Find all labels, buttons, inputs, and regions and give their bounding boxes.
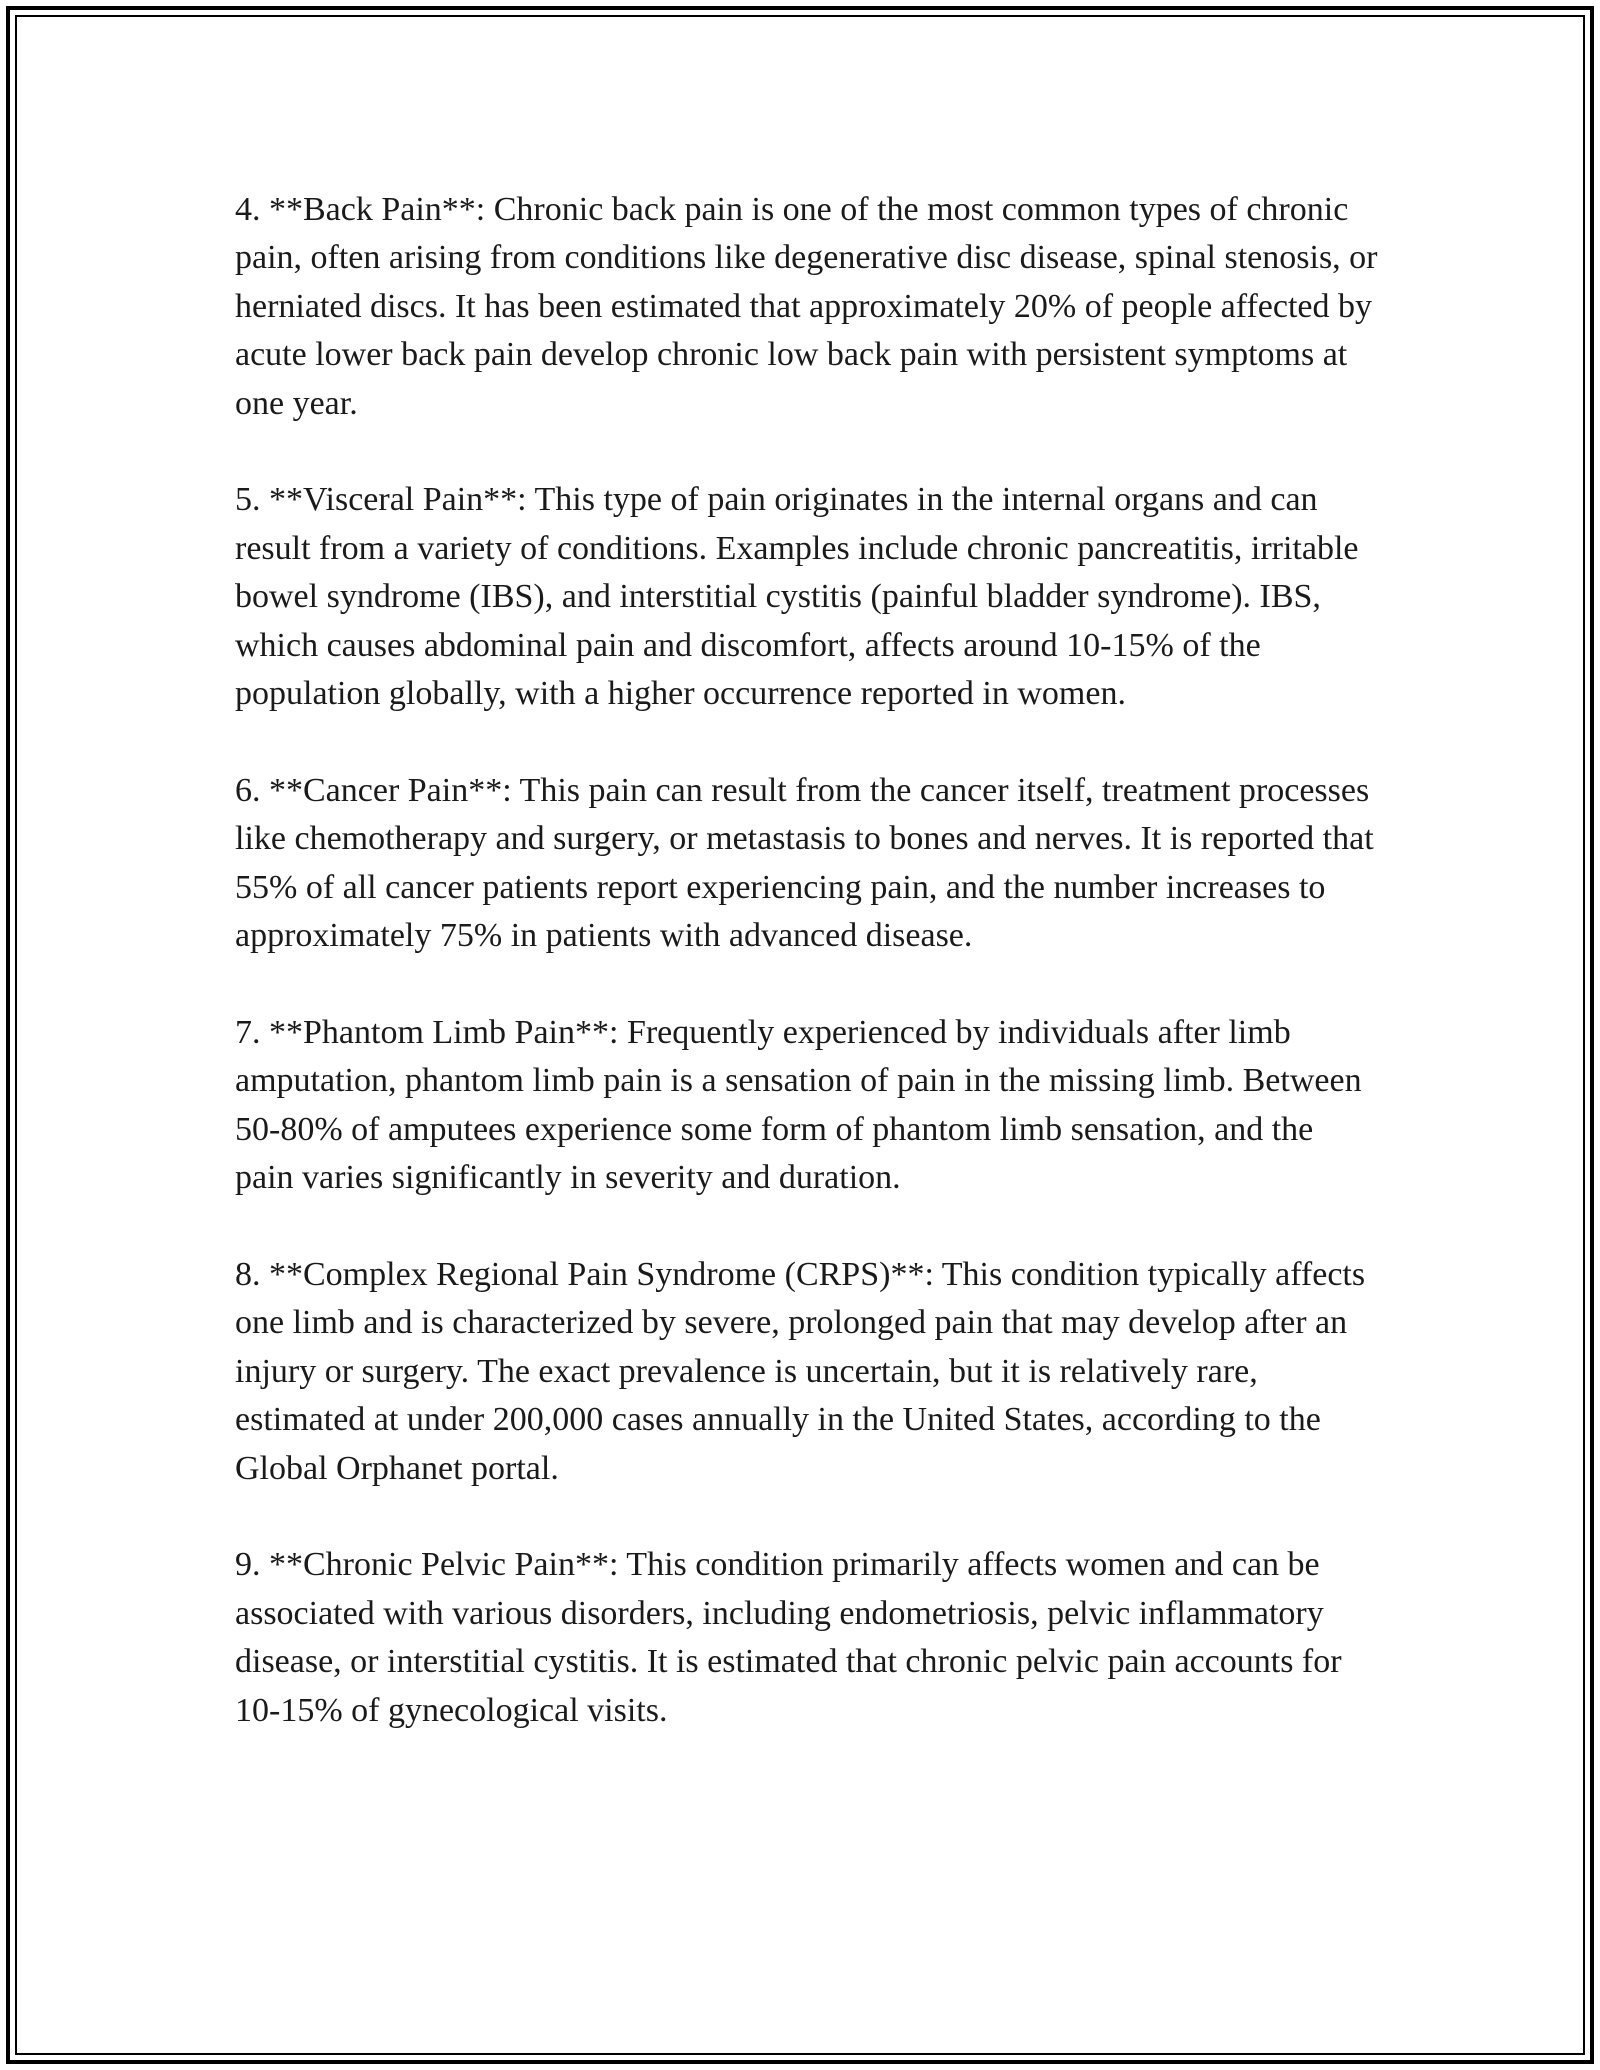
paragraph-back-pain: 4. **Back Pain**: Chronic back pain is one of the most common types of chronic pain, often arising from conditions like degenerative disc disease, spinal stenosis, or herniated discs. It has been estimated that approximately 20% of people affected by acute lower back pain develop chronic low back pain with persistent symptoms at one year. xyxy=(235,191,1378,422)
paragraph-visceral-pain: 5. **Visceral Pain**: This type of pain originates in the internal organs and can result from a variety of conditions. Examples include chronic pancreatitis, irritable bowel syndrome (IBS), and interstitial cystitis (painful bladder syndrome). IBS, which causes abdominal pain and discomfort, affects around 10-15% of the population globally, with a higher occurrence reported in women. xyxy=(235,481,1359,713)
document-body xyxy=(235,186,1380,1735)
paragraph-chronic-pelvic-pain: 9. **Chronic Pelvic Pain**: This condition primarily affects women and can be associated with various disorders, including endometriosis, pelvic inflammatory disease, or interstitial cystitis. It is estimated that chronic pelvic pain accounts for 10-15% of gynecological visits. xyxy=(235,1546,1342,1729)
paragraph-phantom-limb-pain: 7. **Phantom Limb Pain**: Frequently experienced by individuals after limb amputation, phantom limb pain is a sensation of pain in the missing limb. Between 50-80% of amputees experience some form of phantom limb sensation, and the pain varies significantly in severity and duration. xyxy=(235,1013,1362,1197)
paragraph-crps: 8. **Complex Regional Pain Syndrome (CRPS)**: This condition typically affects one limb and is characterized by severe, prolonged pain that may develop after an injury or surgery. The exact prevalence is uncertain, but it is relatively rare, estimated at under 200,000 cases annually in the United States, according to the Global Orphanet portal. xyxy=(235,1255,1366,1487)
paragraph-cancer-pain: 6. **Cancer Pain**: This pain can result from the cancer itself, treatment processes like chemotherapy and surgery, or metastasis to bones and nerves. It is reported that 55% of all cancer patients report experiencing pain, and the number increases to approximately 75% in patients with advanced disease. xyxy=(235,771,1374,955)
